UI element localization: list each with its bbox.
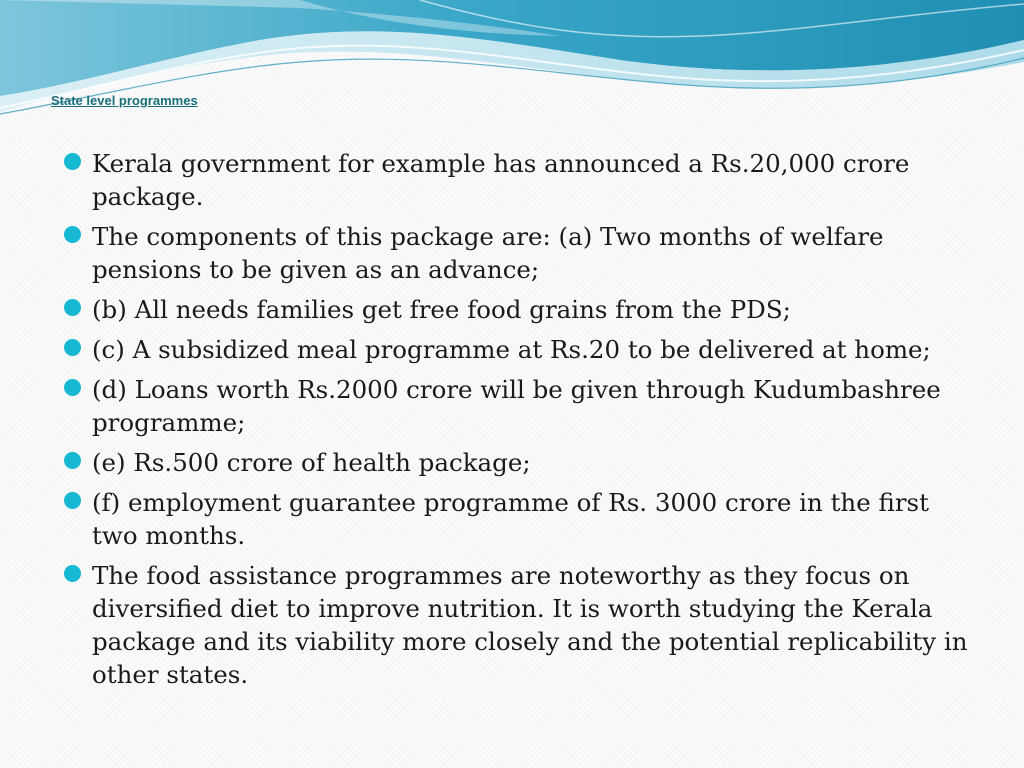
bullet-text: Kerala government for example has announced a Rs.20,000 crore package.	[92, 149, 910, 211]
bullet-text: The components of this package are: (a) Two months of welfare pensions to be given as an advance;	[92, 222, 884, 284]
bullet-text: The food assistance programmes are noteworthy as they focus on diversified diet to improve nutrition. It is worth studying the Kerala package and its viability more closely and the potential replicability in other states.	[92, 561, 968, 689]
bullet-text: (c) A subsidized meal programme at Rs.20 to be delivered at home;	[92, 335, 931, 364]
bullet-item	[62, 486, 982, 552]
bullet-item	[62, 220, 982, 286]
bullet-dot-icon	[64, 339, 81, 356]
bullet-text: (f) employment guarantee programme of Rs. 3000 crore in the first two months.	[92, 488, 929, 550]
bullet-dot-icon	[64, 226, 81, 243]
bullet-item	[62, 333, 982, 366]
bullet-dot-icon	[64, 492, 81, 509]
bullet-list	[62, 147, 982, 698]
bullet-item	[62, 373, 982, 439]
bullet-item	[62, 293, 982, 326]
bullet-dot-icon	[64, 153, 81, 170]
bullet-dot-icon	[64, 299, 81, 316]
bullet-dot-icon	[64, 452, 81, 469]
bullet-item	[62, 446, 982, 479]
bullet-dot-icon	[64, 379, 81, 396]
bullet-text: (e) Rs.500 crore of health package;	[92, 448, 531, 477]
bullet-text: (b) All needs families get free food grains from the PDS;	[92, 295, 791, 324]
header-wave-decoration	[0, 0, 1024, 130]
bullet-item	[62, 559, 982, 691]
bullet-text: (d) Loans worth Rs.2000 crore will be given through Kudumbashree programme;	[92, 375, 941, 437]
bullet-dot-icon	[64, 565, 81, 582]
bullet-item	[62, 147, 982, 213]
slide-title: State level programmes	[51, 93, 198, 108]
